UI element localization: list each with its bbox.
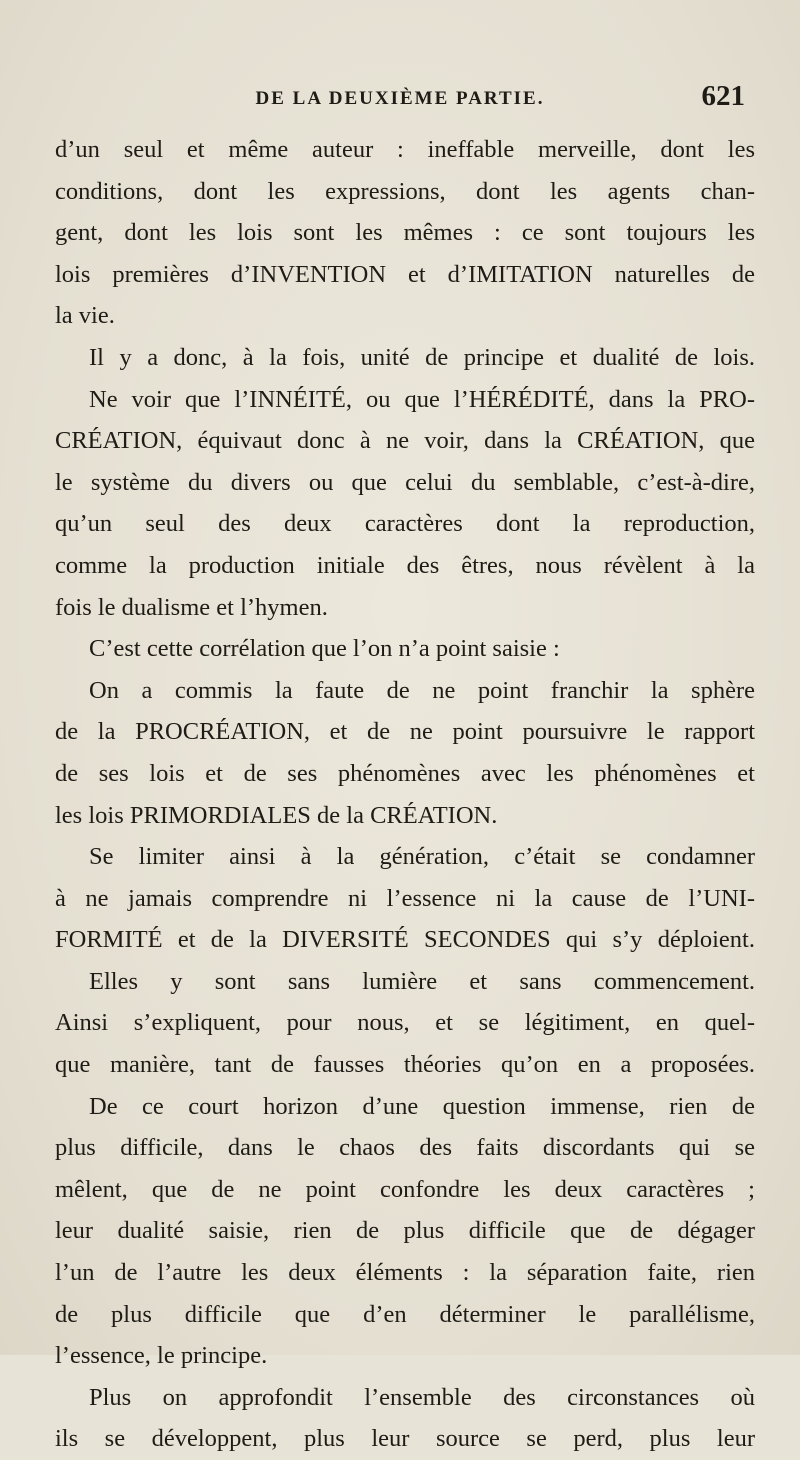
text-line: l’un de l’autre les deux éléments : la séparation faite, rien <box>55 1259 755 1287</box>
text-line: On a commis la faute de ne point franchir la sphère <box>89 676 755 704</box>
text-line: de la PROCRÉATION, et de ne point poursuivre le rapport <box>55 718 755 746</box>
text-line: gent, dont les lois sont les mêmes : ce sont toujours les <box>55 219 755 247</box>
text-line: ils se développent, plus leur source se perd, plus leur <box>55 1425 755 1453</box>
page-number: 621 <box>701 80 745 112</box>
body-text <box>55 129 755 1460</box>
text-line: qu’un seul des deux caractères dont la reproduction, <box>55 510 755 538</box>
text-line: fois le dualisme et l’hymen. <box>55 593 328 621</box>
text-line: C’est cette corrélation que l’on n’a point saisie : <box>89 635 560 663</box>
text-line: de plus difficile que d’en déterminer le parallélisme, <box>55 1300 755 1328</box>
text-line: De ce court horizon d’une question immense, rien de <box>89 1092 755 1120</box>
text-line: leur dualité saisie, rien de plus difficile que de dégager <box>55 1217 755 1245</box>
text-line: Se limiter ainsi à la génération, c’était se condamner <box>89 843 755 871</box>
text-line: lois premières d’INVENTION et d’IMITATION naturelles de <box>55 260 755 288</box>
text-line: comme la production initiale des êtres, nous révèlent à la <box>55 551 755 579</box>
page-header <box>0 82 800 122</box>
text-line: à ne jamais comprendre ni l’essence ni la cause de l’UNI- <box>55 884 755 912</box>
text-line: mêlent, que de ne point confondre les deux caractères ; <box>55 1175 755 1203</box>
text-line: CRÉATION, équivaut donc à ne voir, dans la CRÉATION, que <box>55 427 755 455</box>
text-line: Ainsi s’expliquent, pour nous, et se légitiment, en quel- <box>55 1009 755 1037</box>
running-head: DE LA DEUXIÈME PARTIE. <box>255 88 545 109</box>
text-line: Ne voir que l’INNÉITÉ, ou que l’HÉRÉDITÉ, dans la PRO- <box>89 385 755 413</box>
text-line: de ses lois et de ses phénomènes avec les phénomènes et <box>55 759 755 787</box>
text-line: que manière, tant de fausses théories qu’on en a proposées. <box>55 1051 755 1079</box>
text-line: la vie. <box>55 302 115 330</box>
text-line: Plus on approfondit l’ensemble des circonstances où <box>89 1383 755 1411</box>
text-line: d’un seul et même auteur : ineffable merveille, dont les <box>55 136 755 163</box>
text-line: Il y a donc, à la fois, unité de principe et dualité de lois. <box>89 343 755 371</box>
text-line: Elles y sont sans lumière et sans commencement. <box>89 967 755 995</box>
text-line: les lois PRIMORDIALES de la CRÉATION. <box>55 801 498 829</box>
text-line: plus difficile, dans le chaos des faits discordants qui se <box>55 1134 755 1162</box>
text-line: le système du divers ou que celui du semblable, c’est-à-dire, <box>55 468 755 496</box>
text-line: FORMITÉ et de la DIVERSITÉ SECONDES qui s’y déploient. <box>55 926 755 954</box>
text-line: l’essence, le principe. <box>55 1342 268 1370</box>
text-line: conditions, dont les expressions, dont les agents chan- <box>55 177 755 205</box>
